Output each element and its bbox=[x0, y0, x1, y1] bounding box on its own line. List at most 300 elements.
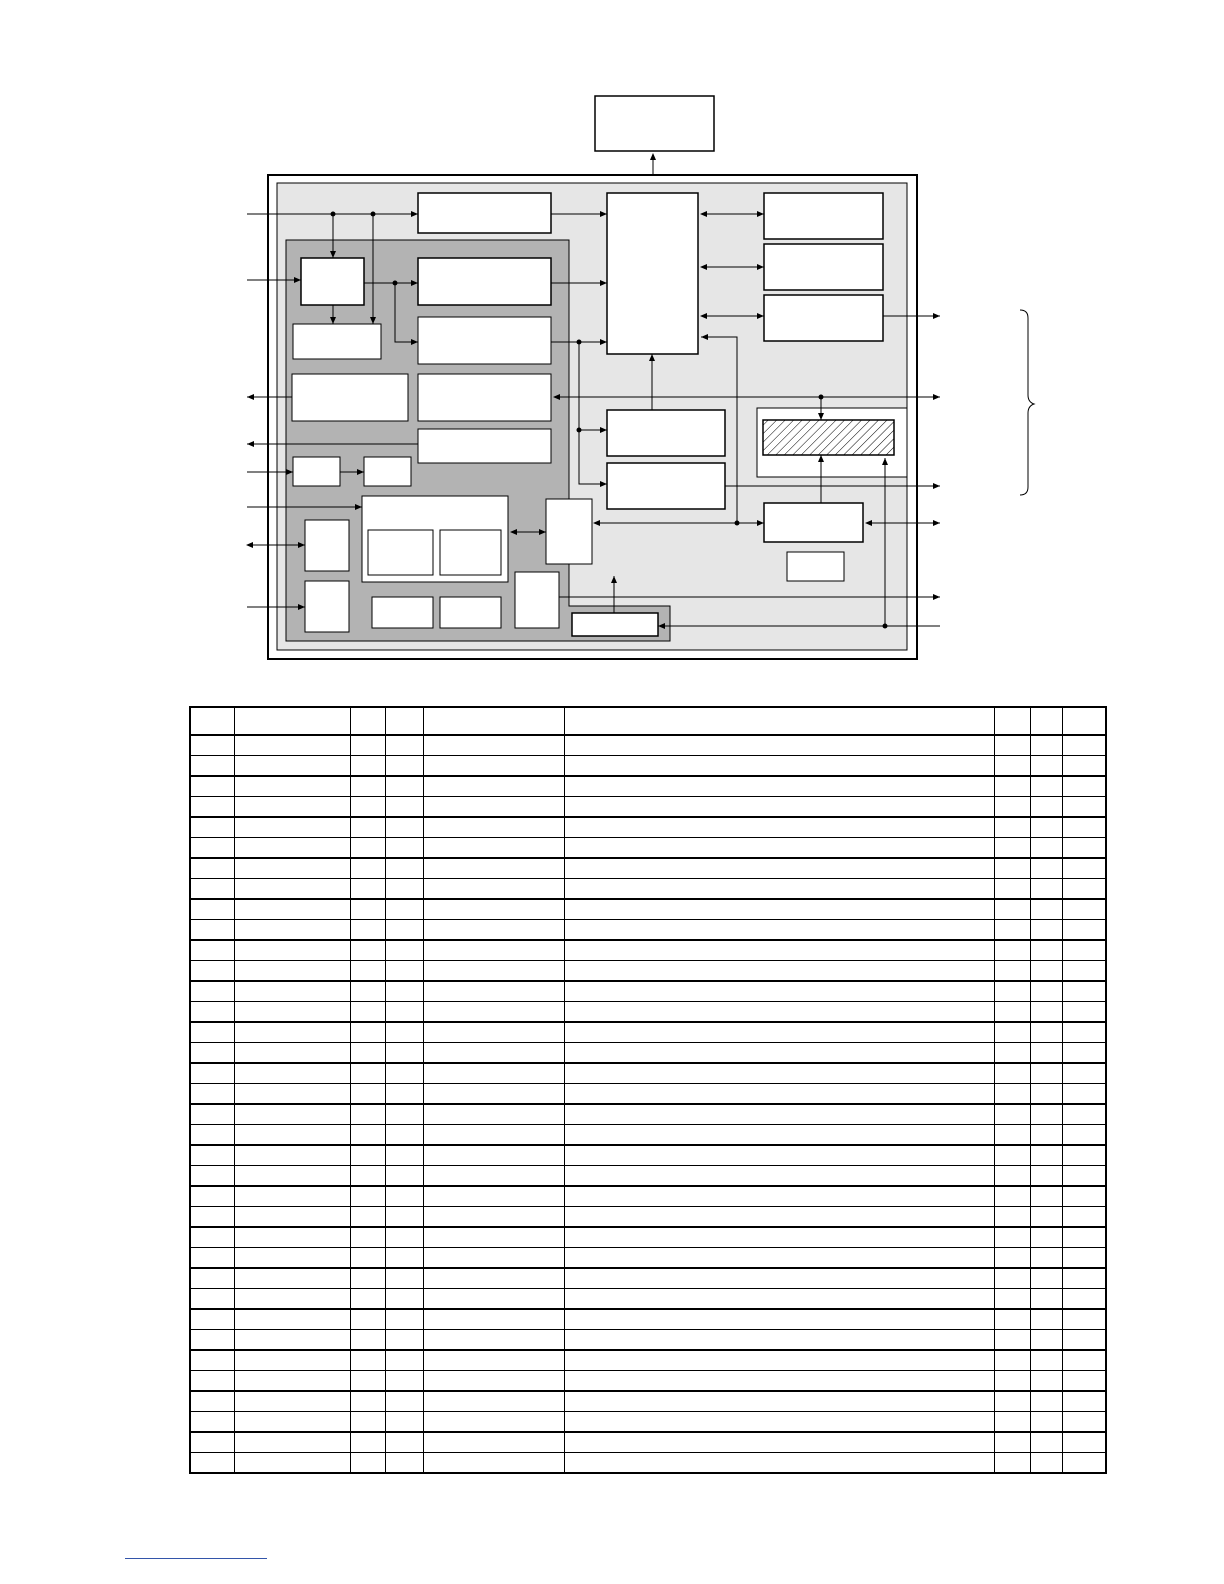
table-cell bbox=[564, 940, 994, 961]
table-cell bbox=[1030, 981, 1062, 1002]
table-cell bbox=[385, 920, 423, 941]
table-cell bbox=[190, 797, 234, 818]
table-cell bbox=[234, 1104, 350, 1125]
core-input-block-2 bbox=[607, 463, 725, 509]
table-cell bbox=[423, 1186, 564, 1207]
table-cell bbox=[1030, 858, 1062, 879]
table-cell bbox=[994, 940, 1030, 961]
table-cell bbox=[234, 961, 350, 982]
table-cell bbox=[994, 707, 1030, 735]
table-cell bbox=[423, 1309, 564, 1330]
table-cell bbox=[1062, 858, 1106, 879]
table-cell bbox=[1062, 1371, 1106, 1392]
block-diagram bbox=[0, 0, 1224, 700]
table-cell bbox=[350, 1125, 385, 1146]
table-cell bbox=[350, 1309, 385, 1330]
table-cell bbox=[190, 1453, 234, 1474]
table-cell bbox=[564, 1330, 994, 1351]
footer-rule bbox=[125, 1558, 267, 1559]
table-cell bbox=[190, 838, 234, 859]
table-cell bbox=[385, 879, 423, 900]
table-cell bbox=[994, 1412, 1030, 1433]
table-row bbox=[190, 1350, 1106, 1371]
table-cell bbox=[1030, 1022, 1062, 1043]
table-row bbox=[190, 817, 1106, 838]
table-cell bbox=[1030, 1207, 1062, 1228]
right-block-2 bbox=[764, 244, 883, 290]
table-cell bbox=[1062, 879, 1106, 900]
table-cell bbox=[564, 1166, 994, 1187]
table-cell bbox=[1062, 1166, 1106, 1187]
table-cell bbox=[1062, 756, 1106, 777]
table-cell bbox=[423, 1166, 564, 1187]
table-cell bbox=[1062, 920, 1106, 941]
table-cell bbox=[423, 1227, 564, 1248]
table-cell bbox=[234, 858, 350, 879]
table-cell bbox=[350, 1453, 385, 1474]
table-cell bbox=[1030, 1350, 1062, 1371]
table-cell bbox=[564, 776, 994, 797]
table-cell bbox=[190, 735, 234, 756]
table-cell bbox=[234, 1125, 350, 1146]
table-row bbox=[190, 797, 1106, 818]
table-cell bbox=[234, 735, 350, 756]
table-cell bbox=[190, 1084, 234, 1105]
table-cell bbox=[350, 797, 385, 818]
table-cell bbox=[234, 1063, 350, 1084]
table-cell bbox=[234, 776, 350, 797]
table-cell bbox=[994, 1330, 1030, 1351]
table-cell bbox=[1062, 817, 1106, 838]
table-cell bbox=[1062, 735, 1106, 756]
table-cell bbox=[385, 1125, 423, 1146]
table-cell bbox=[1062, 1104, 1106, 1125]
table-cell bbox=[423, 1043, 564, 1064]
side-block-lower bbox=[305, 581, 349, 632]
table-cell bbox=[385, 1432, 423, 1453]
processing-block-1 bbox=[418, 258, 551, 305]
table-cell bbox=[1062, 940, 1106, 961]
table-cell bbox=[564, 1186, 994, 1207]
bottom-bar-block bbox=[572, 613, 658, 636]
table-cell bbox=[190, 1022, 234, 1043]
bus-bridge-block bbox=[546, 499, 592, 564]
processing-block-3 bbox=[418, 374, 551, 421]
table-cell bbox=[423, 1063, 564, 1084]
table-cell bbox=[564, 1391, 994, 1412]
table-cell bbox=[423, 1145, 564, 1166]
table-cell bbox=[350, 1207, 385, 1228]
table-cell bbox=[994, 981, 1030, 1002]
table-cell bbox=[1062, 1145, 1106, 1166]
table-cell bbox=[1030, 1186, 1062, 1207]
table-cell bbox=[234, 1453, 350, 1474]
table-cell bbox=[234, 1391, 350, 1412]
table-cell bbox=[423, 1125, 564, 1146]
table-cell bbox=[1062, 838, 1106, 859]
table-cell bbox=[423, 981, 564, 1002]
table-cell bbox=[1030, 1330, 1062, 1351]
table-cell bbox=[190, 879, 234, 900]
table-cell bbox=[234, 1022, 350, 1043]
table-row bbox=[190, 1432, 1106, 1453]
left-output-block bbox=[292, 374, 408, 421]
table-cell bbox=[1030, 1145, 1062, 1166]
table-cell bbox=[234, 817, 350, 838]
paired-sub-block-a bbox=[368, 530, 433, 575]
table-cell bbox=[423, 879, 564, 900]
right-block-3 bbox=[764, 295, 883, 341]
table-cell bbox=[1030, 797, 1062, 818]
table-cell bbox=[1030, 1166, 1062, 1187]
table-cell bbox=[1062, 1330, 1106, 1351]
table-cell bbox=[423, 1022, 564, 1043]
table-cell bbox=[385, 858, 423, 879]
table-cell bbox=[234, 1289, 350, 1310]
table-cell bbox=[385, 1309, 423, 1330]
table-cell bbox=[994, 1084, 1030, 1105]
table-cell bbox=[385, 1186, 423, 1207]
table-cell bbox=[190, 1371, 234, 1392]
table-cell bbox=[234, 1432, 350, 1453]
table-cell bbox=[994, 1391, 1030, 1412]
table-cell bbox=[1030, 1227, 1062, 1248]
table-row bbox=[190, 776, 1106, 797]
table-row bbox=[190, 1330, 1106, 1351]
side-block-upper bbox=[305, 520, 349, 571]
table-row bbox=[190, 899, 1106, 920]
table-cell bbox=[1030, 1432, 1062, 1453]
table-cell bbox=[994, 1125, 1030, 1146]
table-cell bbox=[385, 1145, 423, 1166]
bottom-block-c bbox=[515, 572, 559, 628]
table-cell bbox=[1062, 1289, 1106, 1310]
table-cell bbox=[1062, 1309, 1106, 1330]
table-cell bbox=[994, 1350, 1030, 1371]
table-cell bbox=[350, 1248, 385, 1269]
table-cell bbox=[385, 838, 423, 859]
table-cell bbox=[423, 961, 564, 982]
table-cell bbox=[190, 707, 234, 735]
table-cell bbox=[1062, 1391, 1106, 1412]
table-cell bbox=[1062, 1432, 1106, 1453]
table-cell bbox=[1030, 1248, 1062, 1269]
table-cell bbox=[423, 1371, 564, 1392]
table-cell bbox=[1030, 1268, 1062, 1289]
table-cell bbox=[190, 899, 234, 920]
table-cell bbox=[234, 920, 350, 941]
table-cell bbox=[385, 1227, 423, 1248]
table-cell bbox=[994, 1432, 1030, 1453]
table-cell bbox=[190, 1166, 234, 1187]
table-cell bbox=[994, 899, 1030, 920]
table-row bbox=[190, 1125, 1106, 1146]
table-cell bbox=[350, 1412, 385, 1433]
table-cell bbox=[994, 1104, 1030, 1125]
table-cell bbox=[423, 1002, 564, 1023]
table-row bbox=[190, 981, 1106, 1002]
table-cell bbox=[423, 1391, 564, 1412]
table-cell bbox=[564, 1432, 994, 1453]
top-input-block bbox=[418, 193, 551, 233]
table-cell bbox=[564, 1268, 994, 1289]
table-cell bbox=[190, 920, 234, 941]
table-cell bbox=[1030, 899, 1062, 920]
table-cell bbox=[350, 1432, 385, 1453]
small-block-b bbox=[364, 457, 411, 486]
table-cell bbox=[350, 1022, 385, 1043]
table-cell bbox=[350, 735, 385, 756]
table-cell bbox=[994, 735, 1030, 756]
table-cell bbox=[994, 1453, 1030, 1474]
table-cell bbox=[234, 1084, 350, 1105]
table-cell bbox=[1030, 1371, 1062, 1392]
table-cell bbox=[423, 1412, 564, 1433]
table-cell bbox=[1062, 1207, 1106, 1228]
table-cell bbox=[1030, 817, 1062, 838]
table-cell bbox=[564, 1453, 994, 1474]
table-cell bbox=[994, 1186, 1030, 1207]
table-cell bbox=[350, 1391, 385, 1412]
core-input-block-1 bbox=[607, 410, 725, 456]
table-cell bbox=[994, 756, 1030, 777]
table-cell bbox=[423, 1248, 564, 1269]
table-cell bbox=[385, 1268, 423, 1289]
table-cell bbox=[190, 940, 234, 961]
table-cell bbox=[1030, 1289, 1062, 1310]
table-cell bbox=[1062, 899, 1106, 920]
table-cell bbox=[234, 1166, 350, 1187]
table-cell bbox=[385, 899, 423, 920]
table-cell bbox=[1030, 1063, 1062, 1084]
table-cell bbox=[350, 899, 385, 920]
table-row bbox=[190, 1022, 1106, 1043]
table-cell bbox=[350, 981, 385, 1002]
table-cell bbox=[190, 1186, 234, 1207]
table-cell bbox=[234, 838, 350, 859]
table-cell bbox=[564, 879, 994, 900]
table-cell bbox=[423, 776, 564, 797]
table-cell bbox=[190, 1207, 234, 1228]
table-cell bbox=[190, 1289, 234, 1310]
table-row bbox=[190, 1412, 1106, 1433]
processing-block-4 bbox=[418, 429, 551, 463]
small-right-block bbox=[787, 552, 844, 581]
table-cell bbox=[385, 1022, 423, 1043]
table-cell bbox=[1062, 1022, 1106, 1043]
table-cell bbox=[423, 1432, 564, 1453]
processing-block-2 bbox=[418, 317, 551, 364]
table-cell bbox=[564, 756, 994, 777]
table-cell bbox=[385, 1043, 423, 1064]
table-cell bbox=[1030, 838, 1062, 859]
table-cell bbox=[190, 981, 234, 1002]
table-cell bbox=[190, 1145, 234, 1166]
table-cell bbox=[190, 756, 234, 777]
table-cell bbox=[350, 1104, 385, 1125]
table-cell bbox=[994, 920, 1030, 941]
table-header-row bbox=[190, 707, 1106, 735]
table-cell bbox=[234, 879, 350, 900]
right-block-1 bbox=[764, 193, 883, 239]
table-cell bbox=[1030, 879, 1062, 900]
table-row bbox=[190, 879, 1106, 900]
table-cell bbox=[234, 1330, 350, 1351]
table-cell bbox=[423, 1330, 564, 1351]
table-cell bbox=[190, 1125, 234, 1146]
table-cell bbox=[190, 1309, 234, 1330]
table-cell bbox=[350, 1330, 385, 1351]
right-brace bbox=[1020, 310, 1034, 495]
table-cell bbox=[1062, 1043, 1106, 1064]
table-cell bbox=[385, 1289, 423, 1310]
central-core-block bbox=[607, 193, 698, 354]
table-cell bbox=[1062, 1268, 1106, 1289]
table-row bbox=[190, 1371, 1106, 1392]
table-cell bbox=[350, 1166, 385, 1187]
table-row bbox=[190, 1309, 1106, 1330]
table-cell bbox=[234, 1412, 350, 1433]
table-cell bbox=[350, 1227, 385, 1248]
table-row bbox=[190, 1043, 1106, 1064]
table-cell bbox=[423, 899, 564, 920]
table-cell bbox=[190, 858, 234, 879]
table-cell bbox=[385, 1166, 423, 1187]
bottom-block-b bbox=[440, 597, 501, 628]
table-cell bbox=[234, 1145, 350, 1166]
table-cell bbox=[1030, 1391, 1062, 1412]
table-cell bbox=[564, 1289, 994, 1310]
table-cell bbox=[564, 1207, 994, 1228]
table-cell bbox=[564, 1002, 994, 1023]
interface-block bbox=[764, 503, 863, 542]
table-row bbox=[190, 1166, 1106, 1187]
table-cell bbox=[385, 817, 423, 838]
table-cell bbox=[564, 735, 994, 756]
table-cell bbox=[385, 1063, 423, 1084]
table-row bbox=[190, 961, 1106, 982]
table-cell bbox=[385, 735, 423, 756]
table-cell bbox=[564, 1043, 994, 1064]
table-row bbox=[190, 1207, 1106, 1228]
table-row bbox=[190, 1084, 1106, 1105]
table-cell bbox=[234, 1043, 350, 1064]
table-cell bbox=[350, 961, 385, 982]
table-cell bbox=[423, 735, 564, 756]
table-cell bbox=[350, 707, 385, 735]
table-cell bbox=[564, 981, 994, 1002]
table-cell bbox=[234, 1268, 350, 1289]
table-cell bbox=[423, 1084, 564, 1105]
table-cell bbox=[423, 1350, 564, 1371]
table-cell bbox=[1062, 1248, 1106, 1269]
table-cell bbox=[190, 1432, 234, 1453]
bottom-block-a bbox=[372, 597, 433, 628]
table-cell bbox=[234, 1248, 350, 1269]
table-row bbox=[190, 1063, 1106, 1084]
table-cell bbox=[1062, 776, 1106, 797]
table-cell bbox=[564, 1371, 994, 1392]
table-row bbox=[190, 1104, 1106, 1125]
table-cell bbox=[564, 1022, 994, 1043]
table-row bbox=[190, 1391, 1106, 1412]
table-row bbox=[190, 1002, 1106, 1023]
table-row bbox=[190, 1145, 1106, 1166]
table-cell bbox=[423, 1268, 564, 1289]
table-cell bbox=[1030, 940, 1062, 961]
table-cell bbox=[350, 838, 385, 859]
table-cell bbox=[564, 1145, 994, 1166]
table-cell bbox=[234, 1309, 350, 1330]
pin-table bbox=[189, 706, 1107, 1474]
table-cell bbox=[1030, 1084, 1062, 1105]
table-cell bbox=[385, 1002, 423, 1023]
table-cell bbox=[385, 1207, 423, 1228]
table-cell bbox=[1030, 920, 1062, 941]
table-cell bbox=[385, 1371, 423, 1392]
table-cell bbox=[350, 920, 385, 941]
table-cell bbox=[350, 1145, 385, 1166]
table-cell bbox=[385, 940, 423, 961]
table-row bbox=[190, 735, 1106, 756]
table-cell bbox=[234, 899, 350, 920]
table-cell bbox=[1030, 707, 1062, 735]
table-cell bbox=[1030, 1412, 1062, 1433]
lower-left-sub-block bbox=[293, 324, 381, 359]
table-cell bbox=[190, 1248, 234, 1269]
table-cell bbox=[423, 817, 564, 838]
table-cell bbox=[994, 797, 1030, 818]
table-cell bbox=[350, 879, 385, 900]
table-cell bbox=[234, 1350, 350, 1371]
table-cell bbox=[994, 961, 1030, 982]
table-row bbox=[190, 1268, 1106, 1289]
table-cell bbox=[234, 1186, 350, 1207]
table-row bbox=[190, 1453, 1106, 1474]
table-cell bbox=[564, 1309, 994, 1330]
table-row bbox=[190, 838, 1106, 859]
table-cell bbox=[564, 817, 994, 838]
table-cell bbox=[423, 920, 564, 941]
table-cell bbox=[385, 707, 423, 735]
table-cell bbox=[234, 797, 350, 818]
table-cell bbox=[190, 1350, 234, 1371]
table-cell bbox=[350, 858, 385, 879]
table-cell bbox=[190, 1002, 234, 1023]
table-cell bbox=[385, 797, 423, 818]
table-cell bbox=[564, 838, 994, 859]
table-cell bbox=[385, 1412, 423, 1433]
table-cell bbox=[350, 1350, 385, 1371]
input-sub-block bbox=[301, 258, 364, 305]
table-cell bbox=[385, 776, 423, 797]
table-cell bbox=[1030, 735, 1062, 756]
table-cell bbox=[994, 1043, 1030, 1064]
table-cell bbox=[350, 1002, 385, 1023]
table-cell bbox=[564, 899, 994, 920]
external-top-block bbox=[595, 96, 714, 151]
table-cell bbox=[350, 1186, 385, 1207]
table-row bbox=[190, 1227, 1106, 1248]
table-cell bbox=[350, 940, 385, 961]
table-cell bbox=[564, 1412, 994, 1433]
table-cell bbox=[994, 1207, 1030, 1228]
table-cell bbox=[385, 961, 423, 982]
table-cell bbox=[423, 707, 564, 735]
table-cell bbox=[1030, 1002, 1062, 1023]
table-cell bbox=[423, 1207, 564, 1228]
table-cell bbox=[994, 1063, 1030, 1084]
